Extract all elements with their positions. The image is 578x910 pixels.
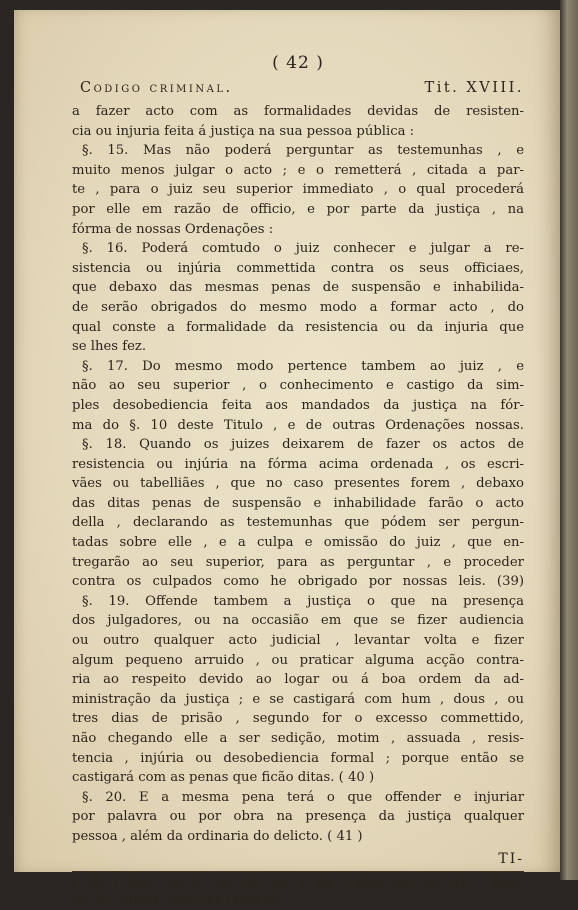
catchword: TI- [498,850,524,867]
body-line: ria ao respeito devido ao logar ou á boa ordem da ad- [72,672,524,688]
book-fore-edge [560,0,578,880]
body-line: tres dias de prisão , segundo for o excesso commettido, [72,711,524,727]
page-text-block [72,50,524,910]
footnotes [72,875,524,910]
body-line: cia ou injuria feita á justiça na sua pessoa pública : [72,123,415,139]
body-line: tencia , injúria ou desobediencia formal ; porque então se [72,750,524,766]
running-header-section: Tit. XVIII. [424,80,524,96]
body-line: fórma de nossas Ordenações : [72,221,274,237]
body-line: vães ou tabelliães , que no caso presentes forem , debaxo [72,476,524,492]
body-line: das ditas penas de suspensão e inhabilidade farão o acto [72,495,524,511]
footnote-line: tit. 75 , Affons. 104. ( 41 ) Ord. cit. [72,893,286,908]
page-number: ( 42 ) [272,53,324,73]
body-line: ministração da justiça ; e se castigará com hum , dous , ou [72,691,524,707]
section-19-start: §. 19. Offende tambem a justiça o que na presença [82,593,524,609]
body-line: qual conste a formalidade da resistencia ou da injuria que [72,319,524,335]
body-line: ples desobediencia feita aos mandados da justiça na fór- [72,397,524,413]
body-line: de serão obrigados do mesmo modo a formar acto , do [72,299,524,315]
body-line: sistencia ou injúria commettida contra os seus officiaes, [72,260,524,276]
body-line: que debaxo das mesmas penas de suspensão e inhabilida- [72,280,524,296]
section-17-start: §. 17. Do mesmo modo pertence tambem ao juiz , e [82,358,524,374]
section-16-start: §. 16. Poderá comtudo o juiz conhecer e julgar a re- [82,241,524,257]
body-line: castigará com as penas que ficão ditas. ( 40 ) [72,770,375,786]
section-20-start: §. 20. E a mesma pena terá o que offender e injuriar [82,789,524,805]
footnote-rule [72,871,524,872]
body-line: por elle em razão de officio, e por parte da justiça , na [72,201,524,217]
body-line: te , para o juiz seu superior immediato , o qual procederá [72,182,524,198]
body-line: ou outro qualquer acto judicial , levantar volta e fizer [72,633,524,649]
body-line: tadas sobre elle , e a culpa e omissão do juiz , que en- [72,535,524,551]
running-header [72,76,524,100]
body-line: tregarão ao seu superior, para as perguntar , e proceder [72,554,524,570]
body-line: não chegando elle a ser sedição, motim , assuada , resis- [72,731,524,746]
body-line: algum pequeno arruido , ou praticar alguma acção contra- [72,652,524,668]
body-line: a fazer acto com as formalidades devidas de resisten- [72,104,524,119]
body-line: dos julgadores, ou na occasião em que se fizer audiencia [72,613,524,629]
body-line: pessoa , além da ordinaria do delicto. ( 41 ) [72,828,363,844]
running-header-title: Codigo criminal. [80,80,233,96]
body-line: della , declarando as testemunhas que pódem ser pergun- [72,515,524,531]
section-15-start: §. 15. Mas não poderá perguntar as testemunhas , e [82,143,524,159]
body-line: resistencia ou injúria na fórma acima ordenada , os escri- [72,456,524,472]
section-18-start: §. 18. Quando os juizes deixarem de fazer os actos de [82,437,524,453]
body-line: não ao seu superior , o conhecimento e castigo da sim- [72,378,524,394]
body-line: muito menos julgar o acto ; e o remetterá , citada a par- [72,162,524,178]
body-text [72,102,524,847]
body-line: ma do §. 10 deste Titulo , e de outras Ordenações nossas. [72,417,524,433]
body-line: contra os culpados como he obrigado por nossas leis. (39) [72,574,524,590]
body-line: por palavra ou por obra na presença da justiça qualquer [72,809,524,825]
book-page [14,10,562,908]
footnote-line: ( 39 ) Ord. liv. 5. tit. 50. pr. ( 40 ) Ord. cit. tit. 51 , Man. [72,875,524,890]
body-line: se lhes fez. [72,339,147,355]
